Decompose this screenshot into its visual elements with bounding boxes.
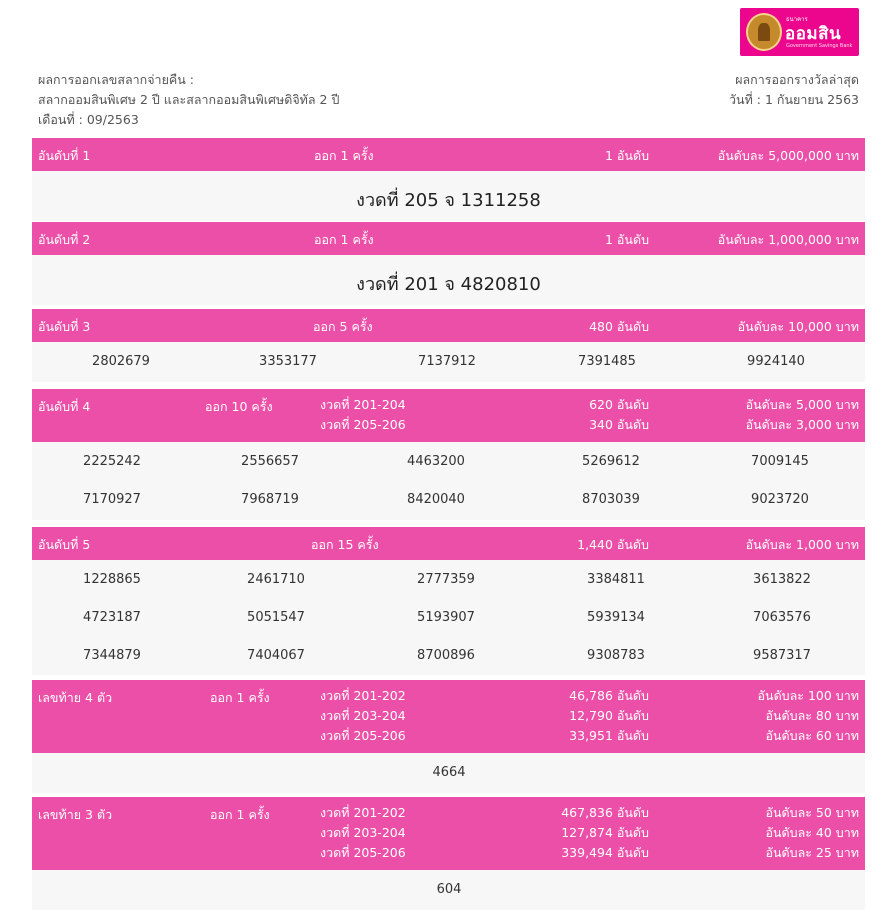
winning-number: 1228865 [83, 572, 141, 587]
prize-count: 127,874 อันดับ [561, 825, 649, 840]
logo-small-text: ธนาคาร [786, 16, 808, 23]
header-right [729, 70, 859, 110]
winning-number: 2802679 [92, 354, 150, 369]
prize-periods [320, 686, 406, 746]
header-title: ผลการออกเลขสลากจ่ายคืน : [38, 72, 194, 87]
prize-amount: อันดับละ 1,000 บาท [745, 537, 859, 552]
winning-number: 7344879 [83, 648, 141, 663]
prize-2-result: งวดที่ 201 จ 4820810 [356, 274, 541, 295]
prize-count: 12,790 อันดับ [569, 708, 649, 723]
winning-number: 8703039 [582, 492, 640, 507]
winning-number: 604 [436, 882, 462, 897]
prize-name: เลขท้าย 3 ตัว [38, 807, 113, 822]
winning-number: 7009145 [751, 454, 809, 469]
winning-number: 4723187 [83, 610, 141, 625]
prize-period: งวดที่ 201-204 [320, 397, 406, 412]
header-month: เดือนที่ : 09/2563 [38, 112, 139, 127]
prize-draws: ออก 15 ครั้ง [311, 537, 379, 552]
winning-number: 7170927 [83, 492, 141, 507]
winning-number: 9924140 [747, 354, 805, 369]
winning-number: 7968719 [241, 492, 299, 507]
prize-draws: ออก 5 ครั้ง [313, 319, 373, 334]
prize-period: งวดที่ 205-206 [320, 845, 406, 860]
winning-number: 9308783 [587, 648, 645, 663]
prize-period: งวดที่ 203-204 [320, 825, 406, 840]
prize-count: 1 อันดับ [604, 232, 649, 247]
winning-number: 9587317 [753, 648, 811, 663]
winning-number: 8700896 [417, 648, 475, 663]
winning-number: 8420040 [407, 492, 465, 507]
prize-amounts [746, 395, 859, 435]
prize-count: 340 อันดับ [589, 417, 649, 432]
prize-5-bar [32, 527, 865, 560]
winning-number: 7391485 [578, 354, 636, 369]
winning-number: 3353177 [259, 354, 317, 369]
logo-name: ออมสิน [785, 24, 842, 44]
gsb-logo [740, 8, 859, 56]
prize-4-bar [32, 389, 865, 442]
prize-amount: อันดับละ 100 บาท [757, 688, 859, 703]
prize-count: 1,440 อันดับ [577, 537, 649, 552]
prize-counts [561, 803, 649, 863]
winning-number: 5193907 [417, 610, 475, 625]
winning-number: 2556657 [241, 454, 299, 469]
prize-amount: อันดับละ 25 บาท [765, 845, 859, 860]
prize-draws: ออก 1 ครั้ง [314, 232, 374, 247]
winning-number: 2461710 [247, 572, 305, 587]
last-3-digits-bar [32, 797, 865, 870]
prize-amounts [765, 803, 859, 863]
prize-amount: อันดับละ 60 บาท [765, 728, 859, 743]
prize-count: 1 อันดับ [604, 148, 649, 163]
winning-number: 4463200 [407, 454, 465, 469]
prize-draws: ออก 1 ครั้ง [314, 148, 374, 163]
prize-draws: ออก 1 ครั้ง [210, 807, 270, 822]
winning-number: 5269612 [582, 454, 640, 469]
prize-name: อันดับที่ 2 [38, 232, 91, 247]
prize-draws: ออก 1 ครั้ง [210, 690, 270, 705]
last-4-digits-bar [32, 680, 865, 753]
prize-2-panel [32, 255, 865, 305]
winning-number: 5939134 [587, 610, 645, 625]
prize-counts [589, 395, 649, 435]
prize-1-bar [32, 138, 865, 171]
prize-count: 339,494 อันดับ [561, 845, 649, 860]
prize-amount: อันดับละ 5,000 บาท [745, 397, 859, 412]
prize-count: 33,951 อันดับ [569, 728, 649, 743]
prize-period: งวดที่ 201-202 [320, 805, 406, 820]
prize-count: 620 อันดับ [589, 397, 649, 412]
header-date: วันที่ : 1 กันยายน 2563 [729, 92, 859, 107]
prize-3-bar [32, 309, 865, 342]
bank-seal-icon [746, 13, 782, 51]
header-latest-label: ผลการออกรางวัลล่าสุด [735, 72, 859, 87]
prize-1-panel [32, 171, 865, 221]
prize-name: อันดับที่ 5 [38, 537, 91, 552]
prize-period: งวดที่ 203-204 [320, 708, 406, 723]
prize-draws: ออก 10 ครั้ง [205, 399, 273, 414]
prize-amount: อันดับละ 80 บาท [765, 708, 859, 723]
prize-count: 467,836 อันดับ [561, 805, 649, 820]
winning-number: 2225242 [83, 454, 141, 469]
prize-1-result: งวดที่ 205 จ 1311258 [356, 190, 541, 211]
logo-subtitle: Government Savings Bank [786, 43, 853, 49]
prize-4-panel [32, 442, 865, 520]
prize-counts [569, 686, 649, 746]
prize-name: อันดับที่ 4 [38, 399, 91, 414]
prize-3-panel [32, 342, 865, 382]
prize-period: งวดที่ 205-206 [320, 728, 406, 743]
prize-amount: อันดับละ 40 บาท [765, 825, 859, 840]
prize-amount: อันดับละ 3,000 บาท [745, 417, 859, 432]
prize-count: 480 อันดับ [589, 319, 649, 334]
prize-amount: อันดับละ 50 บาท [765, 805, 859, 820]
winning-number: 7404067 [247, 648, 305, 663]
prize-name: เลขท้าย 4 ตัว [38, 690, 113, 705]
prize-5-panel [32, 560, 865, 675]
winning-number: 3613822 [753, 572, 811, 587]
prize-2-bar [32, 222, 865, 255]
last-4-digits-panel [32, 753, 865, 793]
header-left [38, 70, 339, 130]
prize-amount: อันดับละ 10,000 บาท [737, 319, 859, 334]
winning-number: 9023720 [751, 492, 809, 507]
prize-amount: อันดับละ 5,000,000 บาท [717, 148, 859, 163]
winning-number: 7137912 [418, 354, 476, 369]
header-lottery-type: สลากออมสินพิเศษ 2 ปี และสลากออมสินพิเศษดิจิทัล 2 ปี [38, 92, 340, 107]
winning-number: 4664 [432, 765, 466, 780]
prize-periods [320, 395, 406, 435]
prize-periods [320, 803, 406, 863]
prize-name: อันดับที่ 1 [38, 148, 91, 163]
prize-period: งวดที่ 201-202 [320, 688, 406, 703]
prize-count: 46,786 อันดับ [569, 688, 649, 703]
winning-number: 5051547 [247, 610, 305, 625]
winning-number: 7063576 [753, 610, 811, 625]
prize-amounts [758, 686, 859, 746]
prize-period: งวดที่ 205-206 [320, 417, 406, 432]
prize-name: อันดับที่ 3 [38, 319, 91, 334]
winning-number: 3384811 [587, 572, 645, 587]
prize-amount: อันดับละ 1,000,000 บาท [717, 232, 859, 247]
last-3-digits-panel [32, 870, 865, 910]
winning-number: 2777359 [417, 572, 475, 587]
